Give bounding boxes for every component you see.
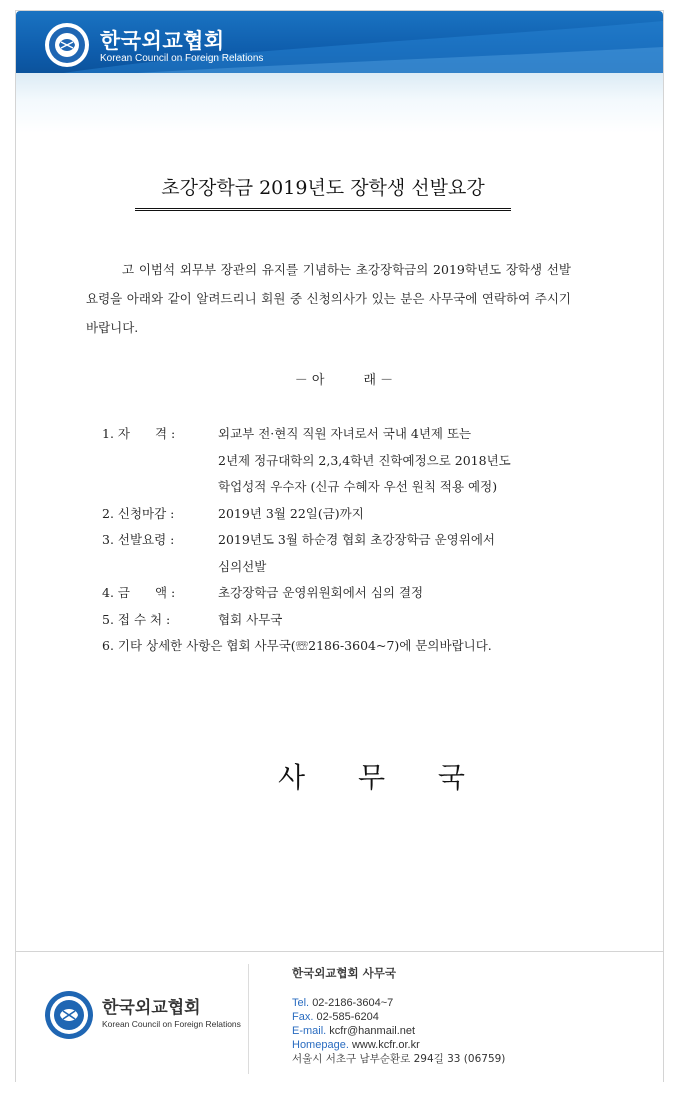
requirement-label: 3. 선발요령 : <box>102 532 175 547</box>
footer-contact <box>292 966 505 1066</box>
footer-divider <box>248 964 249 1074</box>
footer-org-name: 한국외교협회 <box>102 998 201 1018</box>
fax-value: 02-585-6204 <box>316 1011 379 1023</box>
requirement-value: 2019년도 3월 하순경 협회 초강장학금 운영위에서 <box>218 532 495 547</box>
footer-address: 서울시 서초구 남부순환로 294길 33 (06759) <box>292 1053 506 1065</box>
requirement-item <box>102 421 582 448</box>
notice-heading: － 아 래 － <box>294 373 394 388</box>
requirement-value: 2년제 정규대학의 2,3,4학년 진학예정으로 2018년도 <box>218 452 511 468</box>
footer-fax-row <box>292 1010 505 1024</box>
requirement-value: 초강장학금 운영위원회에서 심의 결정 <box>218 585 424 600</box>
requirement-item <box>102 448 582 475</box>
email-link[interactable]: kcfr@hanmail.net <box>329 1025 416 1037</box>
footer-homepage-row <box>292 1038 505 1052</box>
requirement-item <box>102 474 582 501</box>
requirement-value: 외교부 전·현직 직원 자녀로서 국내 4년제 또는 <box>218 426 472 441</box>
header-org-name: 한국외교협회 <box>100 29 225 53</box>
tel-label: Tel. <box>292 997 310 1009</box>
document-title-block <box>135 173 511 211</box>
requirement-item <box>102 607 582 634</box>
email-frame <box>15 10 664 1082</box>
email-label: E-mail. <box>292 1025 327 1037</box>
footer-office-name: 한국외교협회 사무국 <box>292 966 396 980</box>
kcfr-emblem-icon <box>44 990 94 1040</box>
kcfr-emblem-icon <box>44 22 90 68</box>
requirement-item <box>102 580 582 607</box>
intro-paragraph <box>86 255 571 342</box>
requirement-item <box>102 633 582 660</box>
requirement-label: 5. 접 수 처 : <box>102 611 171 627</box>
requirement-item <box>102 527 582 554</box>
homepage-link[interactable]: www.kcfr.or.kr <box>351 1039 420 1051</box>
office-signature: 사 무 국 <box>278 761 487 794</box>
requirement-item <box>102 501 582 528</box>
footer <box>16 951 663 1082</box>
requirement-label <box>102 554 218 581</box>
footer-email-row <box>292 1024 505 1038</box>
header-banner <box>16 11 663 81</box>
requirement-label: 4. 금 액 : <box>102 585 176 600</box>
footer-tel-row <box>292 996 505 1010</box>
requirement-value: 학업성적 우수자 (신규 수혜자 우선 원칙 적용 예정) <box>218 479 498 494</box>
tel-value: 02-2186-3604~7 <box>312 997 394 1009</box>
requirement-label: 2. 신청마감 : <box>102 505 175 521</box>
requirement-text: 6. 기타 상세한 사항은 협회 사무국(☏2186-3604~7)에 문의바랍니다. <box>102 638 492 653</box>
document-title: 초강장학금 2019년도 장학생 선발요강 <box>135 173 511 211</box>
requirement-value: 2019년 3월 22일(금)까지 <box>218 505 364 521</box>
footer-org-name-en: Korean Council on Foreign Relations <box>102 1019 241 1029</box>
requirement-value: 협회 사무국 <box>218 611 283 627</box>
requirements-list <box>102 421 582 660</box>
header-org-name-en: Korean Council on Foreign Relations <box>100 53 264 64</box>
homepage-label: Homepage. <box>292 1039 349 1051</box>
requirement-item <box>102 554 582 581</box>
fax-label: Fax. <box>292 1011 314 1023</box>
header-gradient <box>16 73 663 133</box>
requirement-label: 1. 자 격 : <box>102 426 176 441</box>
requirement-value: 심의선발 <box>218 558 267 574</box>
requirement-label <box>102 474 218 501</box>
intro-text: 고 이범석 외무부 장관의 유지를 기념하는 초강장학금의 2019학년도 장학생 선발요령을 아래와 같이 알려드리니 회원 중 신청의사가 있는 분은 사무국에 연락하여 주시기 바랍니다. <box>86 262 571 335</box>
requirement-label <box>102 448 218 475</box>
